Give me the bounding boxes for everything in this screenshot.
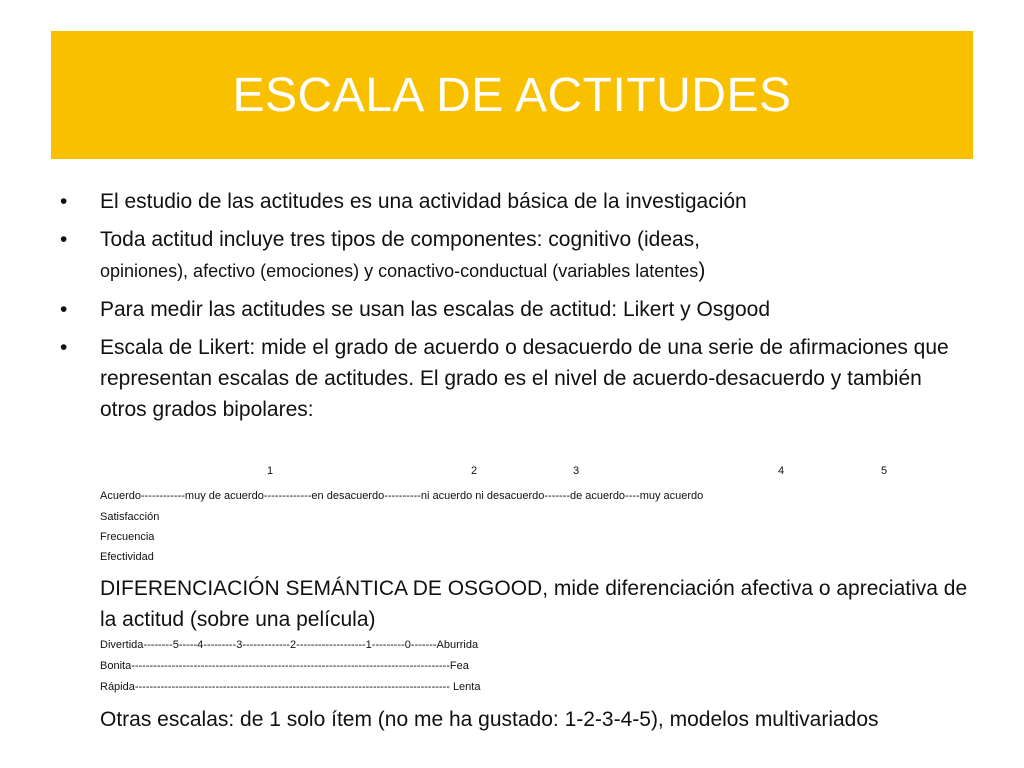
slide-title: ESCALA DE ACTITUDES	[232, 68, 792, 122]
likert-scale-line: Acuerdo------------muy de acuerdo-------------en desacuerdo----------ni acuerdo ni desacuerdo-------de acuerdo----muy acuerdo	[100, 490, 704, 502]
scale-number: 4	[778, 465, 785, 477]
scale-number: 2	[471, 465, 478, 477]
scale-number: 5	[881, 465, 888, 477]
likert-item: Satisfacción	[100, 511, 160, 523]
bullet-text: Toda actitud incluye tres tipos de componentes: cognitivo (ideas,	[100, 228, 701, 251]
bullet-item	[60, 224, 960, 287]
likert-item: Efectividad	[100, 551, 154, 563]
other-scales-text: Otras escalas: de 1 solo ítem (no me ha gustado: 1-2-3-4-5), modelos multivariados	[100, 708, 879, 731]
bullet-text: Para medir las actitudes se usan las escalas de actitud: Likert y Osgood	[100, 298, 771, 321]
bullet-text: Escala de Likert: mide el grado de acuerdo o desacuerdo de una serie de afirmaciones que representan escalas de actitudes. El grado es el nivel de acuerdo-desacuerdo y también otros grados bipolares:	[100, 336, 949, 421]
scale-number: 1	[267, 465, 274, 477]
bullet-text-closing: )	[698, 259, 706, 282]
bullet-dot-icon: •	[60, 336, 68, 359]
scale-number: 3	[573, 465, 580, 477]
bullet-item	[60, 186, 960, 217]
bullet-dot-icon: •	[60, 228, 68, 251]
likert-scale-numbers	[0, 465, 1024, 481]
bullet-text: El estudio de las actitudes es una actividad básica de la investigación	[100, 190, 747, 213]
bullet-item	[60, 332, 960, 425]
bullet-list	[60, 186, 960, 432]
title-banner	[51, 31, 973, 159]
bullet-text-continued: opiniones), afectivo (emociones) y conactivo-conductual (variables latentes	[100, 261, 699, 281]
osgood-scale-line: Rápida-------------------------------------------------------------------------------------- Lenta	[100, 681, 481, 693]
osgood-scale-line: Divertida--------5-----4---------3-------------2-------------------1---------0-------Aburrida	[100, 639, 479, 651]
osgood-scale-line: Bonita---------------------------------------------------------------------------------------Fea	[100, 660, 469, 672]
bullet-item	[60, 294, 960, 325]
likert-item: Frecuencia	[100, 531, 155, 543]
osgood-heading: DIFERENCIACIÓN SEMÁNTICA DE OSGOOD, mide diferenciación afectiva o apreciativa de la actitud (sobre una película)	[100, 577, 968, 631]
bullet-dot-icon: •	[60, 298, 68, 321]
bullet-dot-icon: •	[60, 190, 68, 213]
